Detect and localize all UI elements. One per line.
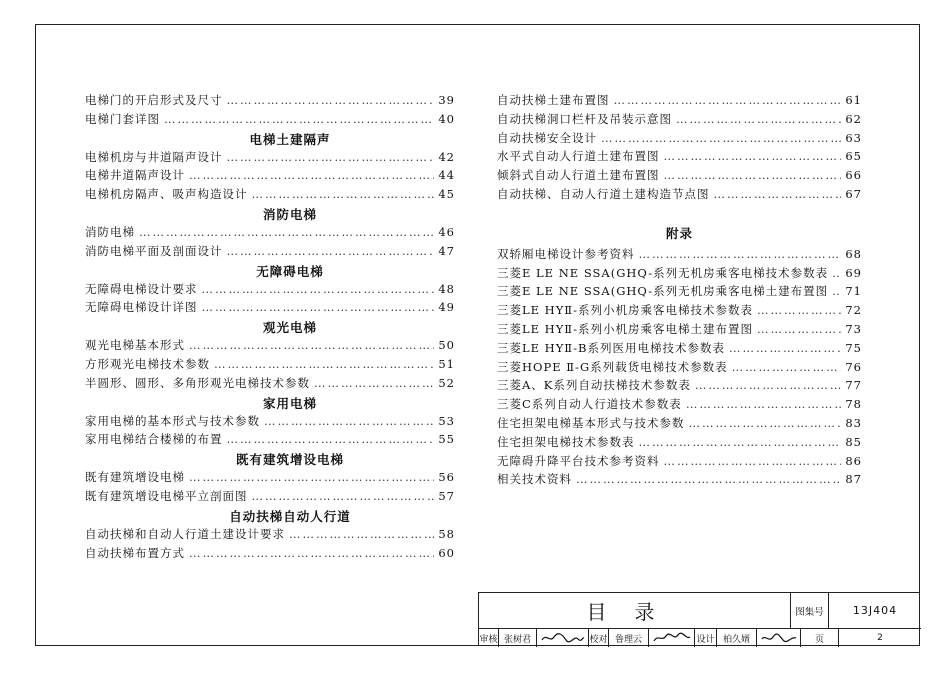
toc-entry-page: 75 bbox=[845, 340, 862, 355]
toc-entry-page: 55 bbox=[438, 432, 455, 447]
spacer bbox=[497, 205, 862, 222]
toc-entry-title: 消防电梯平面及剖面设计 bbox=[85, 243, 223, 258]
leader-dots bbox=[639, 435, 842, 449]
leader-dots bbox=[664, 149, 842, 163]
toc-entry bbox=[85, 299, 455, 318]
toc-entry-page: 48 bbox=[438, 281, 455, 296]
toc-entry bbox=[85, 431, 455, 450]
section-heading: 自动扶梯自动人行道 bbox=[229, 508, 351, 524]
toc-entry-title: 电梯机房隔声、吸声构造设计 bbox=[85, 187, 248, 202]
toc-entry bbox=[497, 130, 862, 149]
leader-dots bbox=[757, 322, 841, 336]
leader-dots bbox=[164, 112, 434, 126]
toc-entry-title: 方形观光电梯技术参数 bbox=[85, 356, 210, 371]
toc-entry bbox=[497, 148, 862, 167]
toc-entry bbox=[85, 488, 455, 507]
title-block-title: 目录 bbox=[479, 593, 791, 629]
check-label: 校对 bbox=[589, 629, 609, 647]
page-number: 2 bbox=[877, 633, 883, 643]
section-heading: 电梯土建隔声 bbox=[249, 131, 331, 147]
leader-dots bbox=[227, 150, 435, 164]
toc-entry-page: 51 bbox=[438, 356, 455, 371]
checker-name: 鲁理云 bbox=[609, 629, 649, 647]
leader-dots bbox=[676, 112, 841, 126]
toc-entry-page: 69 bbox=[845, 265, 862, 280]
toc-entry-page: 42 bbox=[438, 149, 455, 164]
toc-entry-title: 电梯门的开启形式及尺寸 bbox=[85, 93, 223, 107]
toc-entry-title: 既有建筑增设电梯 bbox=[85, 470, 185, 485]
toc-entry-page: 47 bbox=[438, 243, 455, 258]
toc-entry-title: 自动扶梯和自动人行道土建设计要求 bbox=[85, 526, 285, 541]
toc-entry-page: 39 bbox=[438, 93, 455, 107]
leader-dots bbox=[695, 378, 841, 392]
leader-dots bbox=[832, 284, 841, 298]
toc-entry-title: 三菱C系列自动人行道技术参数表 bbox=[497, 397, 682, 412]
toc-entry-page: 73 bbox=[845, 321, 862, 336]
toc-entry-page: 86 bbox=[845, 453, 862, 468]
toc-entry-title: 无障碍升降平台技术参考资料 bbox=[497, 453, 660, 468]
toc-right-top-list bbox=[497, 92, 862, 205]
toc-entry bbox=[85, 375, 455, 394]
leader-dots bbox=[214, 357, 434, 371]
toc-entry bbox=[85, 167, 455, 186]
toc-entry-page: 68 bbox=[845, 246, 862, 261]
title-block bbox=[478, 592, 920, 646]
appendix-entry bbox=[497, 434, 862, 453]
toc-entry-title: 水平式自动人行道土建布置图 bbox=[497, 149, 660, 164]
toc-entry-page: 50 bbox=[438, 338, 455, 353]
toc-entry-page: 57 bbox=[438, 488, 455, 503]
designer-signature bbox=[757, 629, 801, 647]
toc-entry-page: 87 bbox=[845, 472, 862, 487]
appendix-entry bbox=[497, 453, 862, 472]
toc-entry-title: 三菱E LE NE SSA(GHQ-系列无机房乘客电梯技术参数表 bbox=[497, 265, 829, 280]
leader-dots bbox=[289, 527, 434, 541]
toc-entry-title: 三菱LE HYⅡ-系列小机房乘客电梯土建布置图 bbox=[497, 321, 754, 336]
leader-dots bbox=[264, 414, 434, 428]
toc-entry-title: 住宅担架电梯技术参数表 bbox=[497, 434, 635, 449]
page-label: 页 bbox=[801, 629, 839, 647]
leader-dots bbox=[686, 397, 842, 411]
leader-dots bbox=[252, 489, 435, 503]
toc-left-column bbox=[85, 92, 455, 563]
toc-entry-title: 三菱E LE NE SSA(GHQ-系列无机房乘客电梯土建布置图 bbox=[497, 284, 829, 299]
leader-dots bbox=[664, 168, 842, 182]
leader-dots bbox=[576, 472, 841, 486]
toc-entry bbox=[85, 224, 455, 243]
toc-entry-page: 85 bbox=[845, 434, 862, 449]
toc-entry-page: 63 bbox=[845, 130, 862, 145]
section-heading: 消防电梯 bbox=[262, 206, 317, 222]
toc-entry-title: 自动扶梯布置方式 bbox=[85, 545, 185, 560]
toc-entry bbox=[85, 111, 455, 130]
toc-entry-page: 67 bbox=[845, 186, 862, 201]
leader-dots bbox=[601, 131, 841, 145]
toc-entry-title: 三菱LE HYⅡ-B系列医用电梯技术参数表 bbox=[497, 340, 725, 355]
toc-entry bbox=[85, 356, 455, 375]
toc-entry-title: 家用电梯结合楼梯的布置 bbox=[85, 432, 223, 447]
toc-entry-title: 无障碍电梯设计详图 bbox=[85, 300, 198, 315]
appendix-heading: 附录 bbox=[665, 225, 693, 241]
toc-entry-page: 76 bbox=[845, 359, 862, 374]
toc-entry-title: 消防电梯 bbox=[85, 224, 135, 239]
leader-dots bbox=[202, 282, 435, 296]
leader-dots bbox=[614, 93, 842, 107]
toc-entry-title: 三菱A、K系列自动扶梯技术参数表 bbox=[497, 378, 691, 393]
toc-entry-title: 电梯机房与井道隔声设计 bbox=[85, 149, 223, 164]
toc-entry bbox=[497, 92, 862, 111]
toc-right-column bbox=[497, 92, 862, 490]
leader-dots bbox=[757, 303, 841, 317]
toc-entry-page: 40 bbox=[438, 111, 455, 126]
toc-entry-page: 66 bbox=[845, 168, 862, 183]
leader-dots bbox=[729, 341, 841, 355]
toc-entry bbox=[85, 545, 455, 564]
leader-dots bbox=[189, 546, 434, 560]
toc-entry-title: 家用电梯的基本形式与技术参数 bbox=[85, 413, 260, 428]
leader-dots bbox=[689, 416, 842, 430]
appendix-entry bbox=[497, 246, 862, 265]
toc-entry bbox=[85, 186, 455, 205]
toc-entry-title: 住宅担架电梯基本形式与技术参数 bbox=[497, 415, 685, 430]
toc-entry-page: 71 bbox=[845, 284, 862, 299]
leader-dots bbox=[227, 244, 435, 258]
atlas-number: 13J404 bbox=[829, 593, 921, 629]
toc-entry-page: 52 bbox=[438, 375, 455, 390]
appendix-entry bbox=[497, 283, 862, 302]
toc-entry-page: 72 bbox=[845, 303, 862, 318]
appendix-entry bbox=[497, 415, 862, 434]
leader-dots bbox=[139, 225, 434, 239]
section-heading: 无障碍电梯 bbox=[256, 263, 324, 279]
leader-dots bbox=[639, 247, 842, 261]
toc-entry-page: 61 bbox=[845, 93, 862, 107]
toc-entry-title: 三菱LE HYⅡ-系列小机房乘客电梯技术参数表 bbox=[497, 303, 754, 318]
reviewer-name: 张树君 bbox=[499, 629, 537, 647]
leader-dots bbox=[189, 338, 434, 352]
appendix-entry bbox=[497, 377, 862, 396]
appendix-entry bbox=[497, 340, 862, 359]
signature-row bbox=[479, 629, 921, 647]
toc-entry-title: 自动扶梯、自动人行道土建构造节点图 bbox=[497, 186, 710, 201]
toc-entry bbox=[85, 469, 455, 488]
toc-entry bbox=[85, 413, 455, 432]
toc-entry-page: 62 bbox=[845, 111, 862, 126]
leader-dots bbox=[189, 470, 434, 484]
design-label: 设计 bbox=[695, 629, 717, 647]
toc-entry-title: 三菱HOPE Ⅱ-G系列载货电梯技术参数表 bbox=[497, 359, 728, 374]
toc-entry-page: 77 bbox=[845, 378, 862, 393]
toc-entry bbox=[85, 149, 455, 168]
toc-entry-page: 44 bbox=[438, 168, 455, 183]
toc-entry-title: 自动扶梯土建布置图 bbox=[497, 93, 610, 107]
leader-dots bbox=[664, 454, 842, 468]
toc-entry-title: 半圆形、圆形、多角形观光电梯技术参数 bbox=[85, 375, 310, 390]
toc-entry bbox=[85, 526, 455, 545]
leader-dots bbox=[202, 300, 435, 314]
appendix-entry bbox=[497, 265, 862, 284]
toc-entry-title: 既有建筑增设电梯平立剖面图 bbox=[85, 488, 248, 503]
leader-dots bbox=[832, 266, 841, 280]
toc-entry bbox=[85, 337, 455, 356]
toc-entry-page: 60 bbox=[438, 545, 455, 560]
toc-entry bbox=[85, 243, 455, 262]
leader-dots bbox=[252, 187, 435, 201]
toc-entry-title: 观光电梯基本形式 bbox=[85, 338, 185, 353]
toc-entry-page: 46 bbox=[438, 224, 455, 239]
toc-entry-page: 49 bbox=[438, 300, 455, 315]
toc-entry-page: 83 bbox=[845, 415, 862, 430]
toc-entry-page: 58 bbox=[438, 526, 455, 541]
designer-name: 柏久婿 bbox=[717, 629, 757, 647]
leader-dots bbox=[732, 360, 842, 374]
toc-entry-title: 自动扶梯安全设计 bbox=[497, 130, 597, 145]
toc-entry bbox=[85, 281, 455, 300]
leader-dots bbox=[227, 432, 435, 446]
toc-entry bbox=[497, 186, 862, 205]
appendix-entry bbox=[497, 302, 862, 321]
appendix-entry bbox=[497, 359, 862, 378]
toc-entry-title: 电梯井道隔声设计 bbox=[85, 168, 185, 183]
toc-entry bbox=[497, 167, 862, 186]
toc-entry-page: 45 bbox=[438, 187, 455, 202]
leader-dots bbox=[314, 376, 434, 390]
section-heading: 观光电梯 bbox=[262, 320, 317, 336]
atlas-number-label: 图集号 bbox=[791, 593, 829, 629]
toc-entry-title: 倾斜式自动人行道土建布置图 bbox=[497, 168, 660, 183]
toc-entry-page: 53 bbox=[438, 413, 455, 428]
leader-dots bbox=[189, 168, 434, 182]
leader-dots bbox=[714, 187, 842, 201]
appendix-entry bbox=[497, 321, 862, 340]
appendix-entry bbox=[497, 471, 862, 490]
review-label: 审核 bbox=[479, 629, 499, 647]
section-heading: 既有建筑增设电梯 bbox=[235, 452, 344, 468]
toc-entry-title: 电梯门套详图 bbox=[85, 111, 160, 126]
appendix-entry bbox=[497, 396, 862, 415]
toc-entry-page: 65 bbox=[845, 149, 862, 164]
toc-appendix-list bbox=[497, 246, 862, 490]
toc-entry-title: 相关技术资料 bbox=[497, 472, 572, 487]
checker-signature bbox=[649, 629, 695, 647]
toc-entry-title: 自动扶梯洞口栏杆及吊装示意图 bbox=[497, 111, 672, 126]
toc-entry-page: 56 bbox=[438, 470, 455, 485]
leader-dots bbox=[227, 93, 435, 107]
toc-entry bbox=[85, 92, 455, 111]
toc-entry-title: 双轿厢电梯设计参考资料 bbox=[497, 246, 635, 261]
section-heading: 家用电梯 bbox=[262, 395, 317, 411]
reviewer-signature bbox=[537, 629, 589, 647]
toc-entry bbox=[497, 111, 862, 130]
toc-entry-page: 78 bbox=[845, 397, 862, 412]
toc-entry-title: 无障碍电梯设计要求 bbox=[85, 281, 198, 296]
